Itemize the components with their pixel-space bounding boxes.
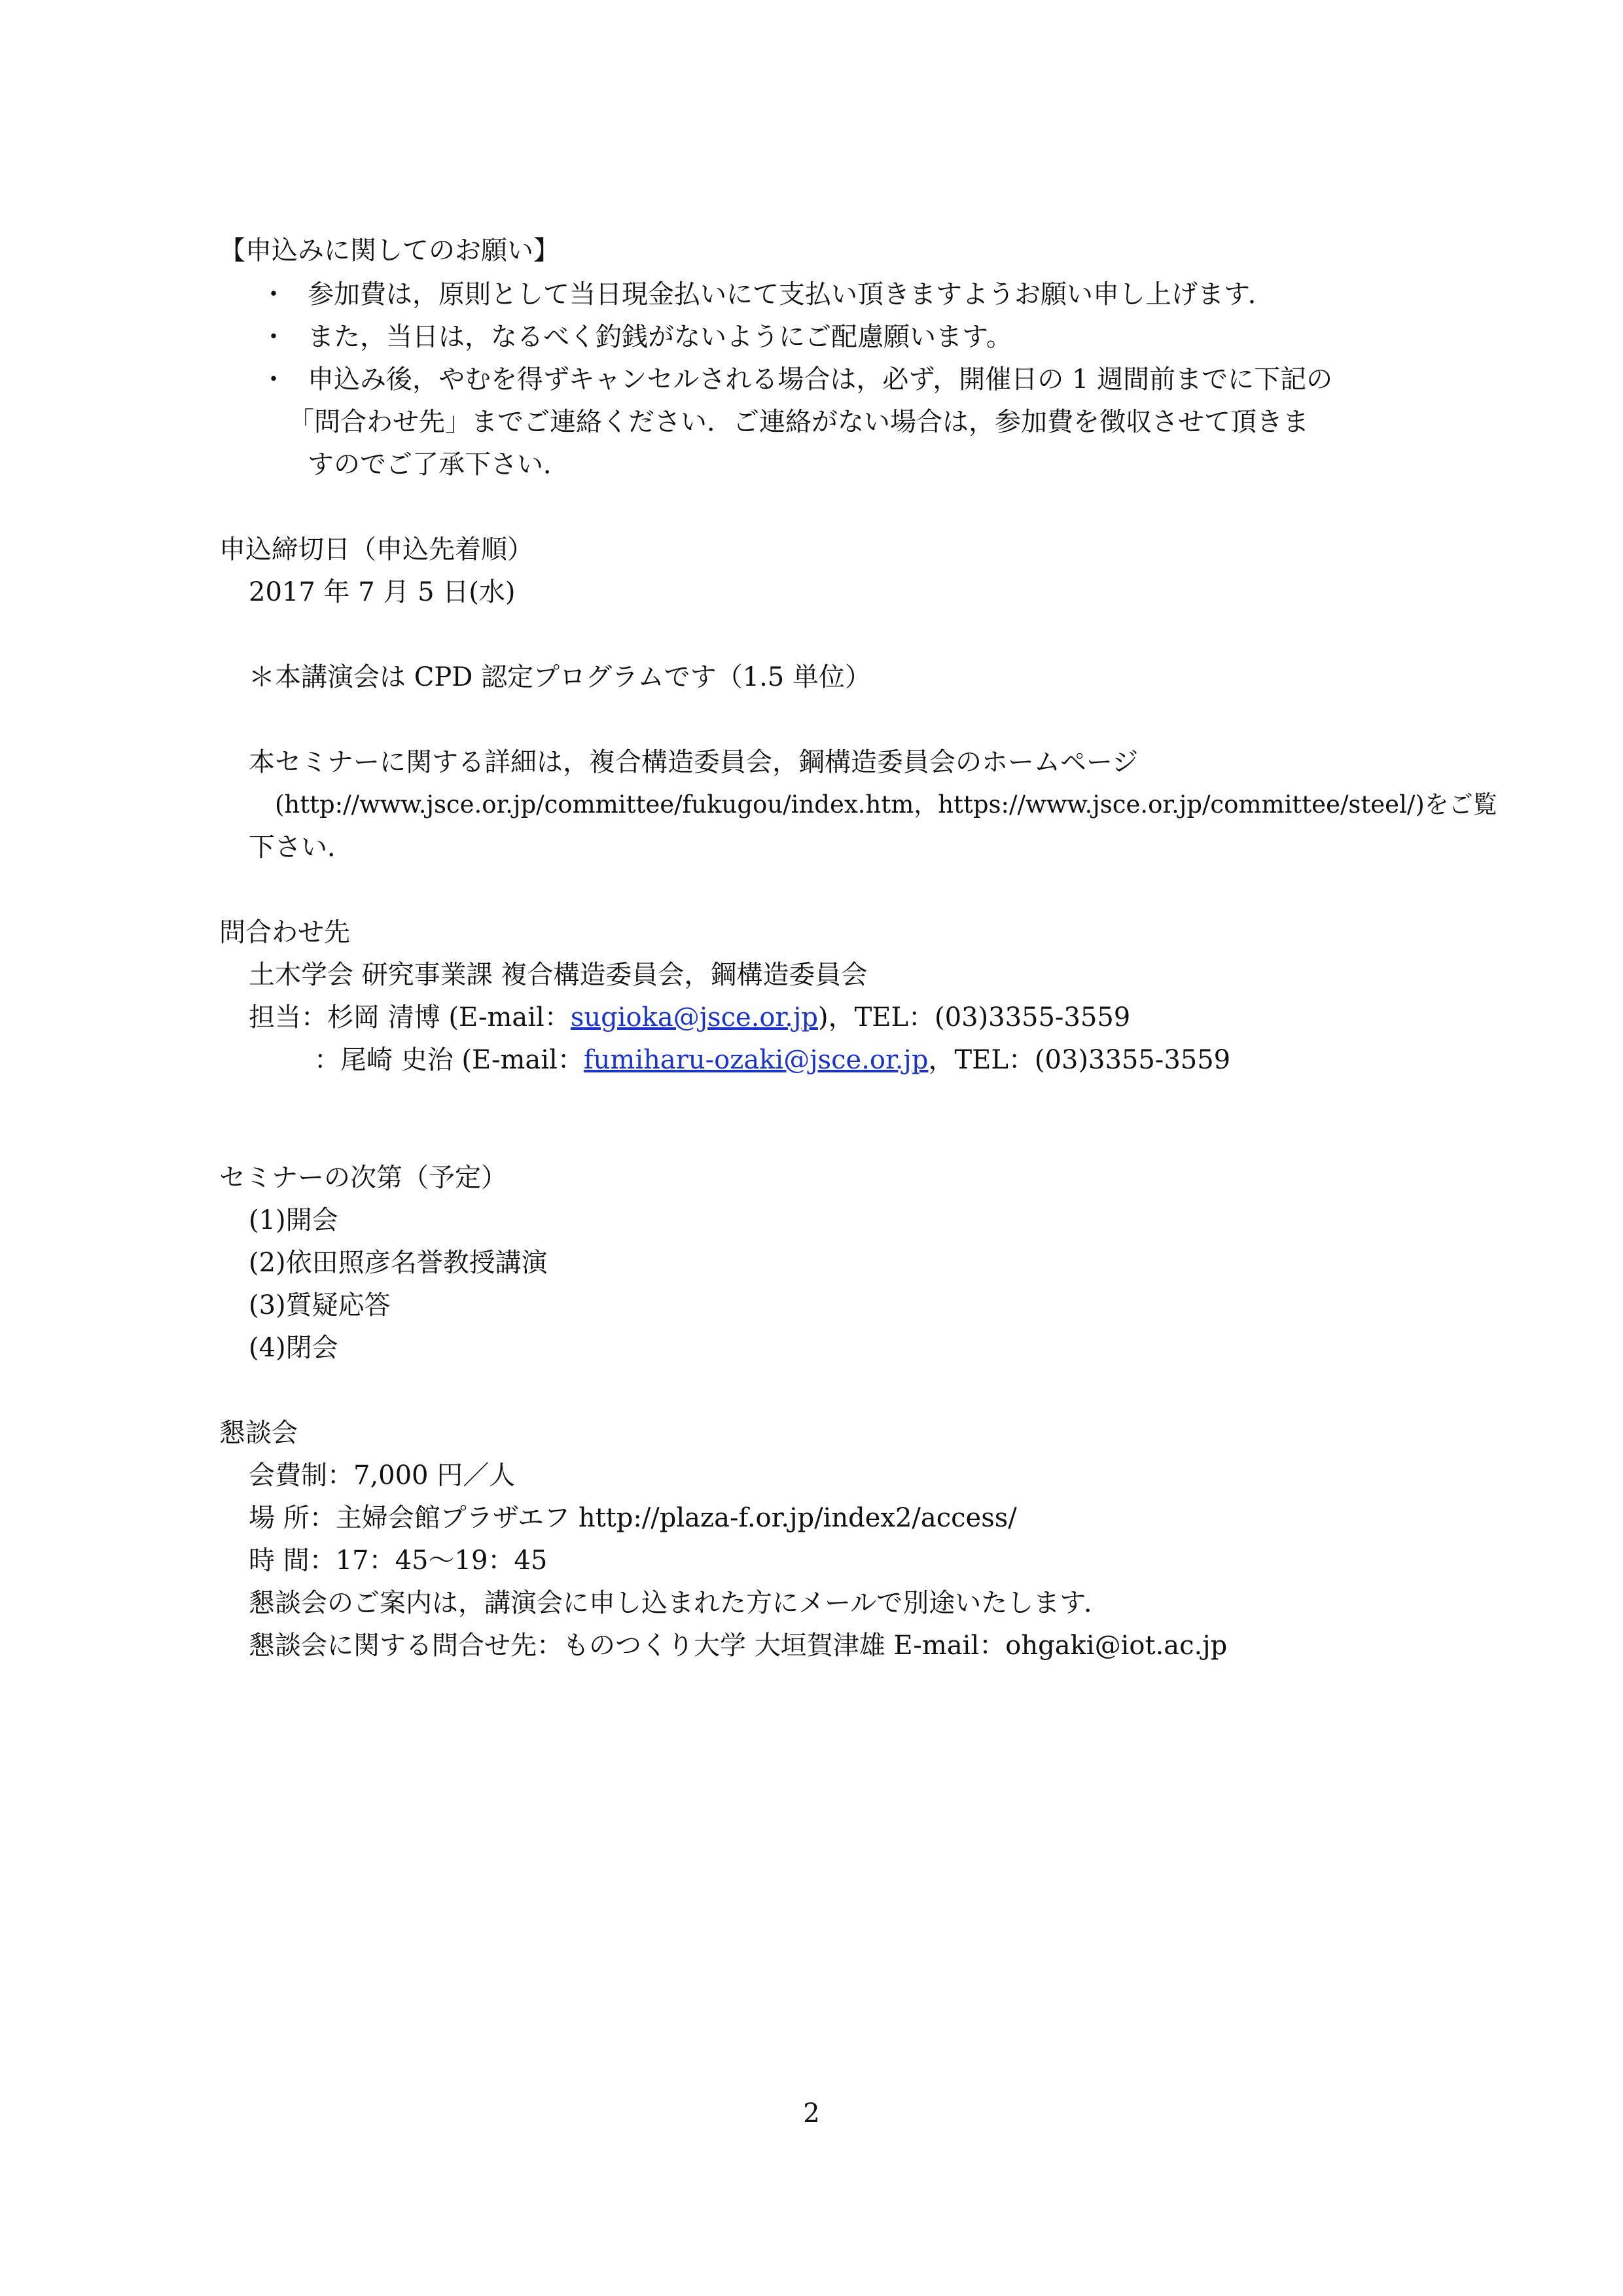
bullet-cancellation-line1: 申込み後，やむを得ずキャンセルされる場合は，必ず，開催日の 1 週間前までに下記の — [308, 364, 1333, 395]
cpd-note: ＊本講演会は CPD 認定プログラムです（1.5 単位） — [249, 662, 871, 692]
program-item-qa: (3)質疑応答 — [249, 1290, 391, 1320]
details-text-line3: 下さい． — [249, 832, 353, 862]
contact-person2-prefix: ：尾崎 史治 (E-mail： — [314, 1045, 584, 1075]
reception-fee: 会費制：7,000 円／人 — [249, 1460, 516, 1491]
contact-person1-suffix: )，TEL：(03)3355-3559 — [817, 1002, 1131, 1033]
reception-place: 場 所：主婦会館プラザエフ http://plaza-f.or.jp/index2/access/ — [249, 1503, 1017, 1533]
bullet-change-request: また，当日は，なるべく釣銭がないようにご配慮願います。 — [308, 322, 1012, 352]
details-text-line1: 本セミナーに関する詳細は，複合構造委員会，鋼構造委員会のホームページ — [249, 747, 1139, 777]
reception-heading: 懇談会 — [219, 1418, 298, 1448]
contact-person-ozaki — [314, 1044, 1230, 1076]
deadline-heading: 申込締切日（申込先着順） — [219, 535, 533, 565]
email-link-sugioka[interactable]: sugioka@jsce.or.jp — [570, 1002, 818, 1033]
bullet-cancellation-line3: すのでご了承下さい． — [308, 450, 569, 480]
email-link-ozaki[interactable]: fumiharu-ozaki@jsce.or.jp — [583, 1045, 929, 1075]
bullet-fee-payment: 参加費は，原則として当日現金払いにて支払い頂きますようお願い申し上げます． — [308, 279, 1274, 309]
contact-heading: 問合わせ先 — [219, 917, 350, 947]
reception-inquiry: 懇談会に関する問合せ先：ものつくり大学 大垣賀津雄 E-mail：ohgaki@iot.ac.jp — [249, 1631, 1228, 1661]
details-text-line2: (http://www.jsce.or.jp/committee/fukugou/index.htm，https://www.jsce.or.jp/committee/steel/)をご覧 — [275, 790, 1497, 819]
page-number: 2 — [803, 2098, 820, 2128]
bullet-cancellation-line2: 「問合わせ先」までご連絡ください．ご連絡がない場合は，参加費を徴収させて頂きま — [288, 407, 1309, 437]
deadline-date: 2017 年 7 月 5 日(水) — [249, 577, 516, 607]
reception-note: 懇談会のご案内は，講演会に申し込まれた方にメールで別途いたします． — [249, 1588, 1110, 1618]
bullet-marker: ・ — [260, 322, 287, 352]
reception-time: 時 間：17：45〜19：45 — [249, 1545, 548, 1576]
program-item-closing: (4)閉会 — [249, 1333, 338, 1363]
bullet-marker: ・ — [260, 279, 287, 309]
contact-person1-prefix: 担当：杉岡 清博 (E-mail： — [249, 1002, 571, 1033]
contact-person-sugioka — [249, 1001, 1130, 1034]
program-item-opening: (1)開会 — [249, 1205, 338, 1235]
contact-person2-suffix: ，TEL：(03)3355-3559 — [928, 1045, 1231, 1075]
contact-organization: 土木学会 研究事業課 複合構造委員会，鋼構造委員会 — [249, 960, 868, 990]
application-notes-heading: 【申込みに関してのお願い】 — [219, 236, 560, 266]
program-heading: セミナーの次第（予定） — [219, 1163, 507, 1193]
bullet-marker: ・ — [260, 364, 287, 395]
program-item-lecture: (2)依田照彦名誉教授講演 — [249, 1248, 548, 1278]
